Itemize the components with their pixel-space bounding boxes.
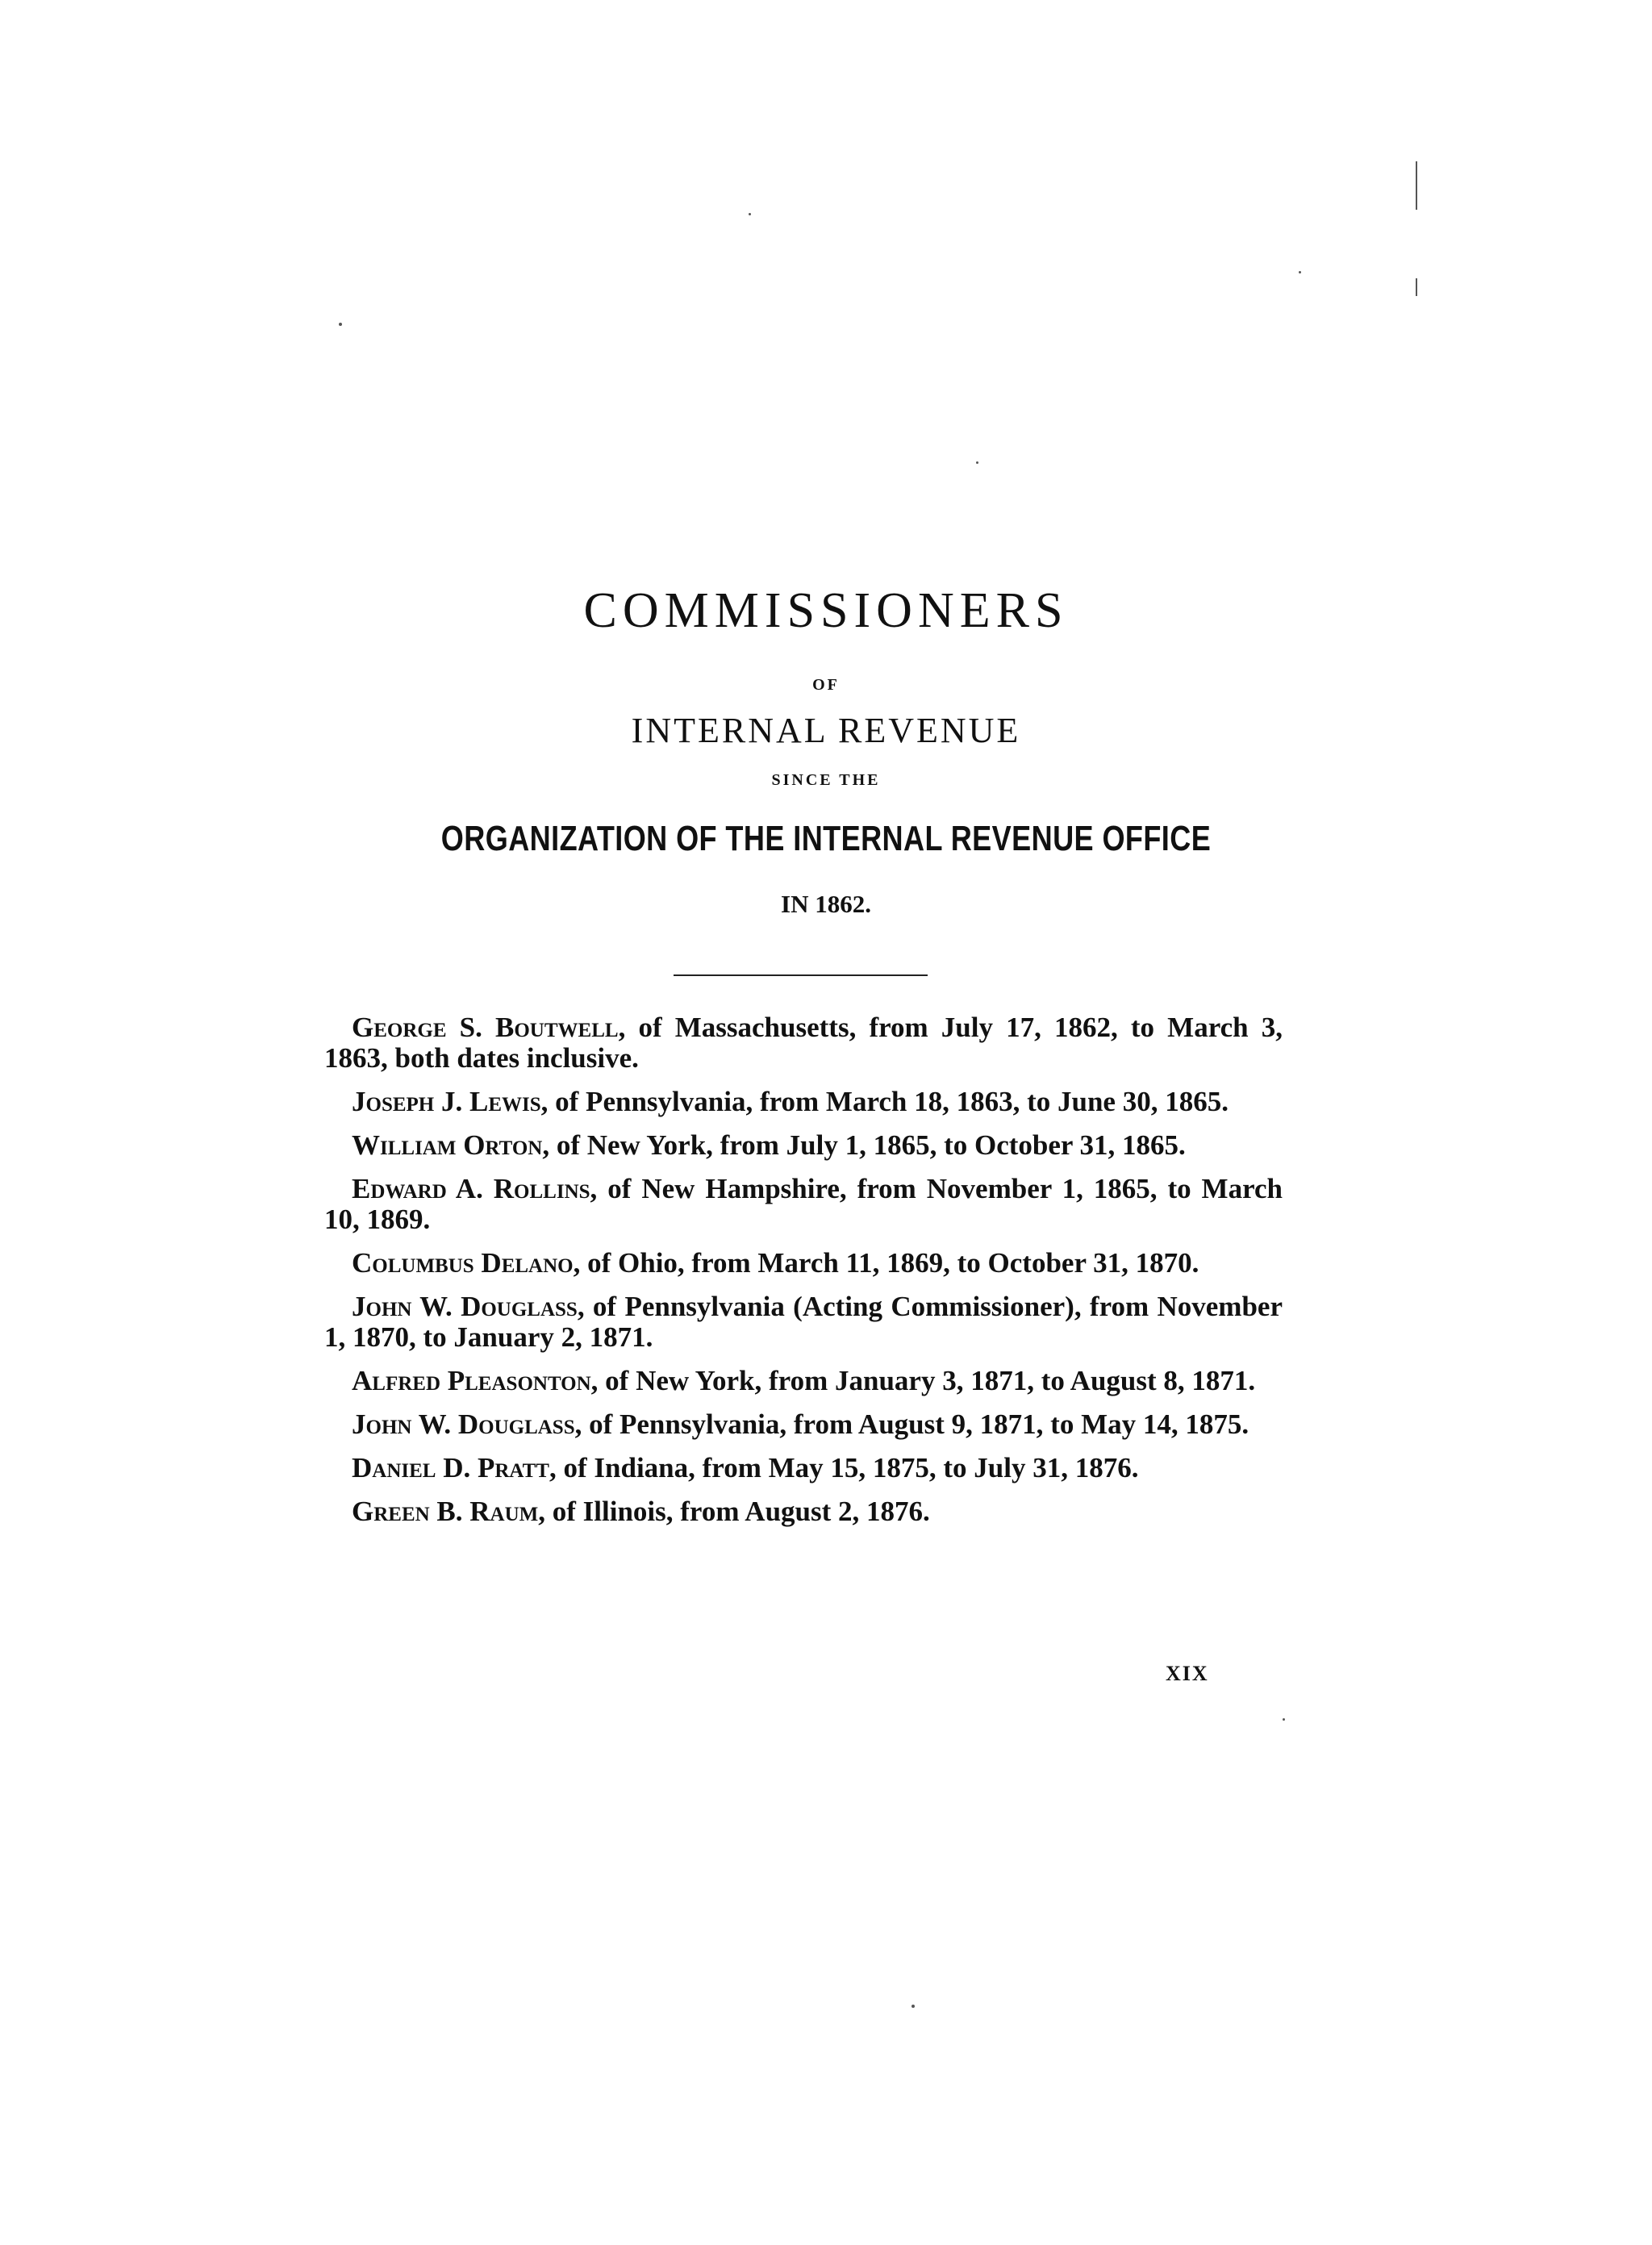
- scan-speck: [912, 2005, 915, 2008]
- commissioner-name: Edward A. Rollins: [352, 1173, 590, 1204]
- title-internal-revenue: INTERNAL REVENUE: [631, 711, 1021, 750]
- scan-speck: [1299, 271, 1301, 273]
- scan-speck: [976, 461, 978, 464]
- commissioner-entry: [324, 1453, 1283, 1483]
- commissioner-term: , of Illinois, from August 2, 1876.: [538, 1496, 930, 1527]
- commissioner-list: [324, 1012, 1283, 1540]
- commissioner-entry: [324, 1248, 1283, 1279]
- commissioner-name: Columbus Delano: [352, 1247, 574, 1279]
- title-year: IN 1862.: [781, 890, 871, 918]
- commissioner-entry: [324, 1087, 1283, 1117]
- commissioner-name: Alfred Pleasonton: [352, 1365, 591, 1396]
- commissioner-term: , of New York, from July 1, 1865, to October 31, 1865.: [542, 1129, 1186, 1161]
- commissioner-name: John W. Douglass: [352, 1291, 578, 1322]
- commissioner-entry: [324, 1366, 1283, 1396]
- commissioner-entry: [324, 1292, 1283, 1353]
- commissioner-name: Joseph J. Lewis: [352, 1086, 541, 1117]
- scan-speck: [339, 323, 342, 326]
- scan-speck: [749, 213, 751, 215]
- commissioner-entry: [324, 1174, 1283, 1235]
- commissioner-entry: [324, 1496, 1283, 1527]
- page-title: COMMISSIONERS: [583, 583, 1069, 638]
- commissioner-term: , of New Hampshire, from November 1, 1865, to March 10, 1869.: [324, 1173, 1283, 1235]
- commissioner-term: , of Ohio, from March 11, 1869, to October 31, 1870.: [573, 1247, 1199, 1279]
- commissioner-entry: [324, 1130, 1283, 1161]
- commissioner-term: , of Pennsylvania (Acting Commissioner), from November 1, 1870, to January 2, 1871.: [324, 1291, 1283, 1353]
- commissioner-term: , of Indiana, from May 15, 1875, to July 31, 1876.: [549, 1452, 1139, 1483]
- commissioner-entry: [324, 1012, 1283, 1074]
- title-since-the: SINCE THE: [771, 771, 881, 789]
- commissioner-term: , of Massachusetts, from July 17, 1862, to March 3, 1863, both dates inclusive.: [324, 1012, 1283, 1074]
- commissioner-name: Daniel D. Pratt: [352, 1452, 549, 1483]
- commissioner-term: , of Pennsylvania, from August 9, 1871, to May 14, 1875.: [574, 1408, 1249, 1440]
- scan-speck: [1416, 278, 1417, 296]
- commissioner-name: John W. Douglass: [352, 1408, 575, 1440]
- commissioner-name: George S. Boutwell: [352, 1012, 619, 1043]
- commissioner-name: Green B. Raum: [352, 1496, 539, 1527]
- commissioner-name: William Orton: [352, 1129, 543, 1161]
- commissioner-entry: [324, 1409, 1283, 1440]
- page-number: XIX: [1166, 1662, 1209, 1685]
- scan-speck: [1416, 161, 1417, 210]
- commissioner-term: , of New York, from January 3, 1871, to August 8, 1871.: [590, 1365, 1256, 1396]
- title-organization: ORGANIZATION OF THE INTERNAL REVENUE OFFICE: [440, 819, 1212, 858]
- scan-speck: [1283, 1718, 1285, 1721]
- title-divider: [674, 974, 928, 976]
- commissioner-term: , of Pennsylvania, from March 18, 1863, to June 30, 1865.: [540, 1086, 1229, 1117]
- title-of: OF: [812, 676, 840, 694]
